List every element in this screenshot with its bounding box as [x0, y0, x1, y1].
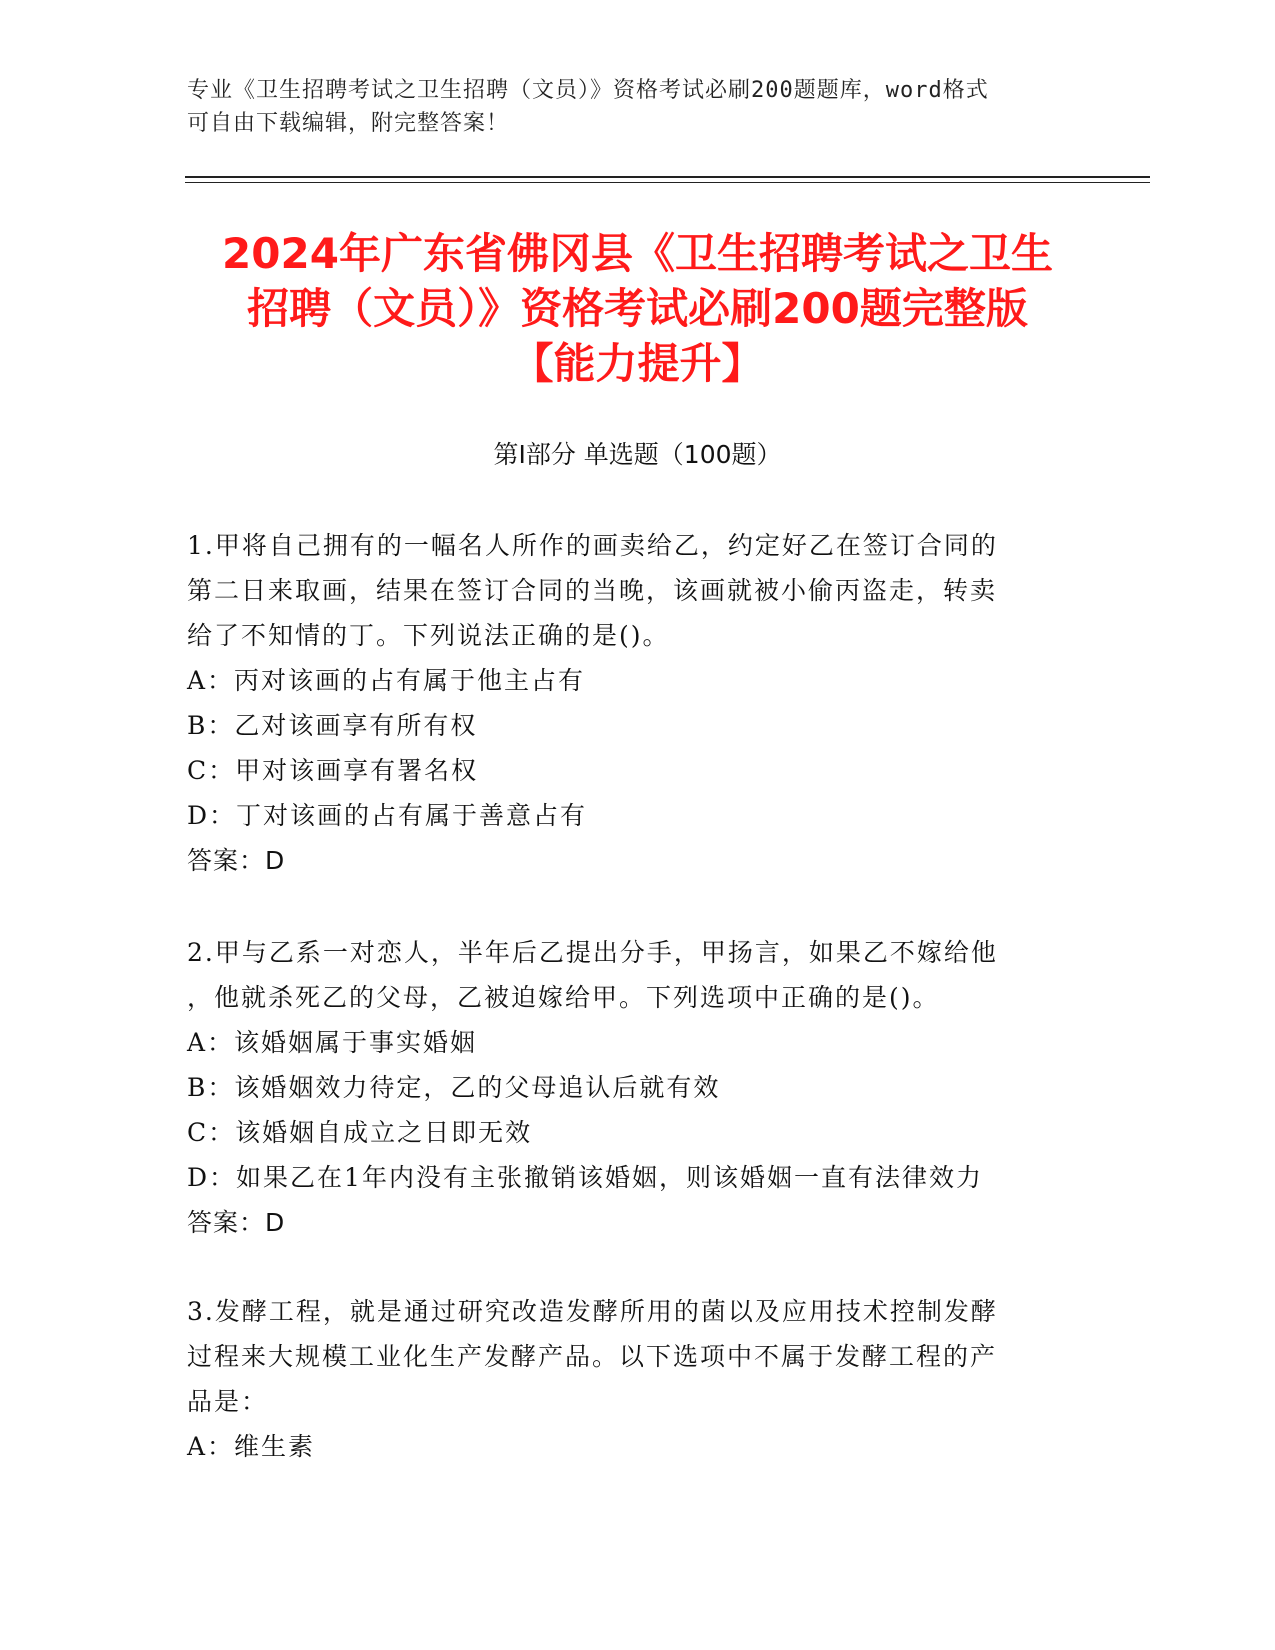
question-stem-line: 第二日来取画，结果在签订合同的当晚，该画就被小偷丙盗走，转卖: [187, 576, 998, 605]
option-c: C：该婚姻自成立之日即无效: [187, 1118, 533, 1147]
question-stem-line: 1.甲将自己拥有的一幅名人所作的画卖给乙，约定好乙在签订合同的: [187, 531, 998, 560]
question-stem-line: 给了不知情的丁。下列说法正确的是()。: [187, 621, 670, 650]
document-title: [150, 226, 1125, 391]
question-stem-line: 3.发酵工程，就是通过研究改造发酵所用的菌以及应用技术控制发酵: [187, 1297, 998, 1326]
section-title: 第Ⅰ部分 单选题（100题）: [493, 440, 782, 469]
option-b: B：乙对该画享有所有权: [187, 711, 478, 740]
question-stem-line: 品是：: [187, 1387, 269, 1416]
option-c: C：甲对该画享有署名权: [187, 756, 479, 785]
header-note: [187, 74, 1087, 140]
option-a: A：维生素: [187, 1432, 316, 1461]
header-divider-thin: [185, 182, 1150, 183]
option-d: D：丁对该画的占有属于善意占有: [187, 801, 588, 830]
question-stem-line: 2.甲与乙系一对恋人，半年后乙提出分手，甲扬言，如果乙不嫁给他: [187, 938, 998, 967]
title-line-2: 招聘（文员）》资格考试必刷200题完整版: [247, 284, 1028, 333]
question-stem-line: 过程来大规模工业化生产发酵产品。以下选项中不属于发酵工程的产: [187, 1342, 998, 1371]
question-1: [187, 523, 1067, 883]
option-b: B：该婚姻效力待定，乙的父母追认后就有效: [187, 1073, 721, 1102]
header-divider-thick: [185, 176, 1150, 178]
answer: 答案：D: [187, 1208, 286, 1237]
question-stem-line: ，他就杀死乙的父母，乙被迫嫁给甲。下列选项中正确的是()。: [187, 983, 940, 1012]
answer: 答案：D: [187, 846, 286, 875]
header-note-line-1: 专业《卫生招聘考试之卫生招聘（文员）》资格考试必刷200题题库，word格式: [187, 78, 989, 103]
option-a: A：丙对该画的占有属于他主占有: [187, 666, 586, 695]
option-d: D：如果乙在1年内没有主张撤销该婚姻，则该婚姻一直有法律效力: [187, 1163, 983, 1192]
question-3: [187, 1289, 1067, 1469]
question-2: [187, 930, 1067, 1245]
title-line-1: 2024年广东省佛冈县《卫生招聘考试之卫生: [222, 229, 1053, 278]
option-a: A：该婚姻属于事实婚姻: [187, 1028, 478, 1057]
header-note-line-2: 可自由下载编辑，附完整答案！: [187, 111, 510, 136]
title-line-3: 【能力提升】: [511, 339, 764, 388]
